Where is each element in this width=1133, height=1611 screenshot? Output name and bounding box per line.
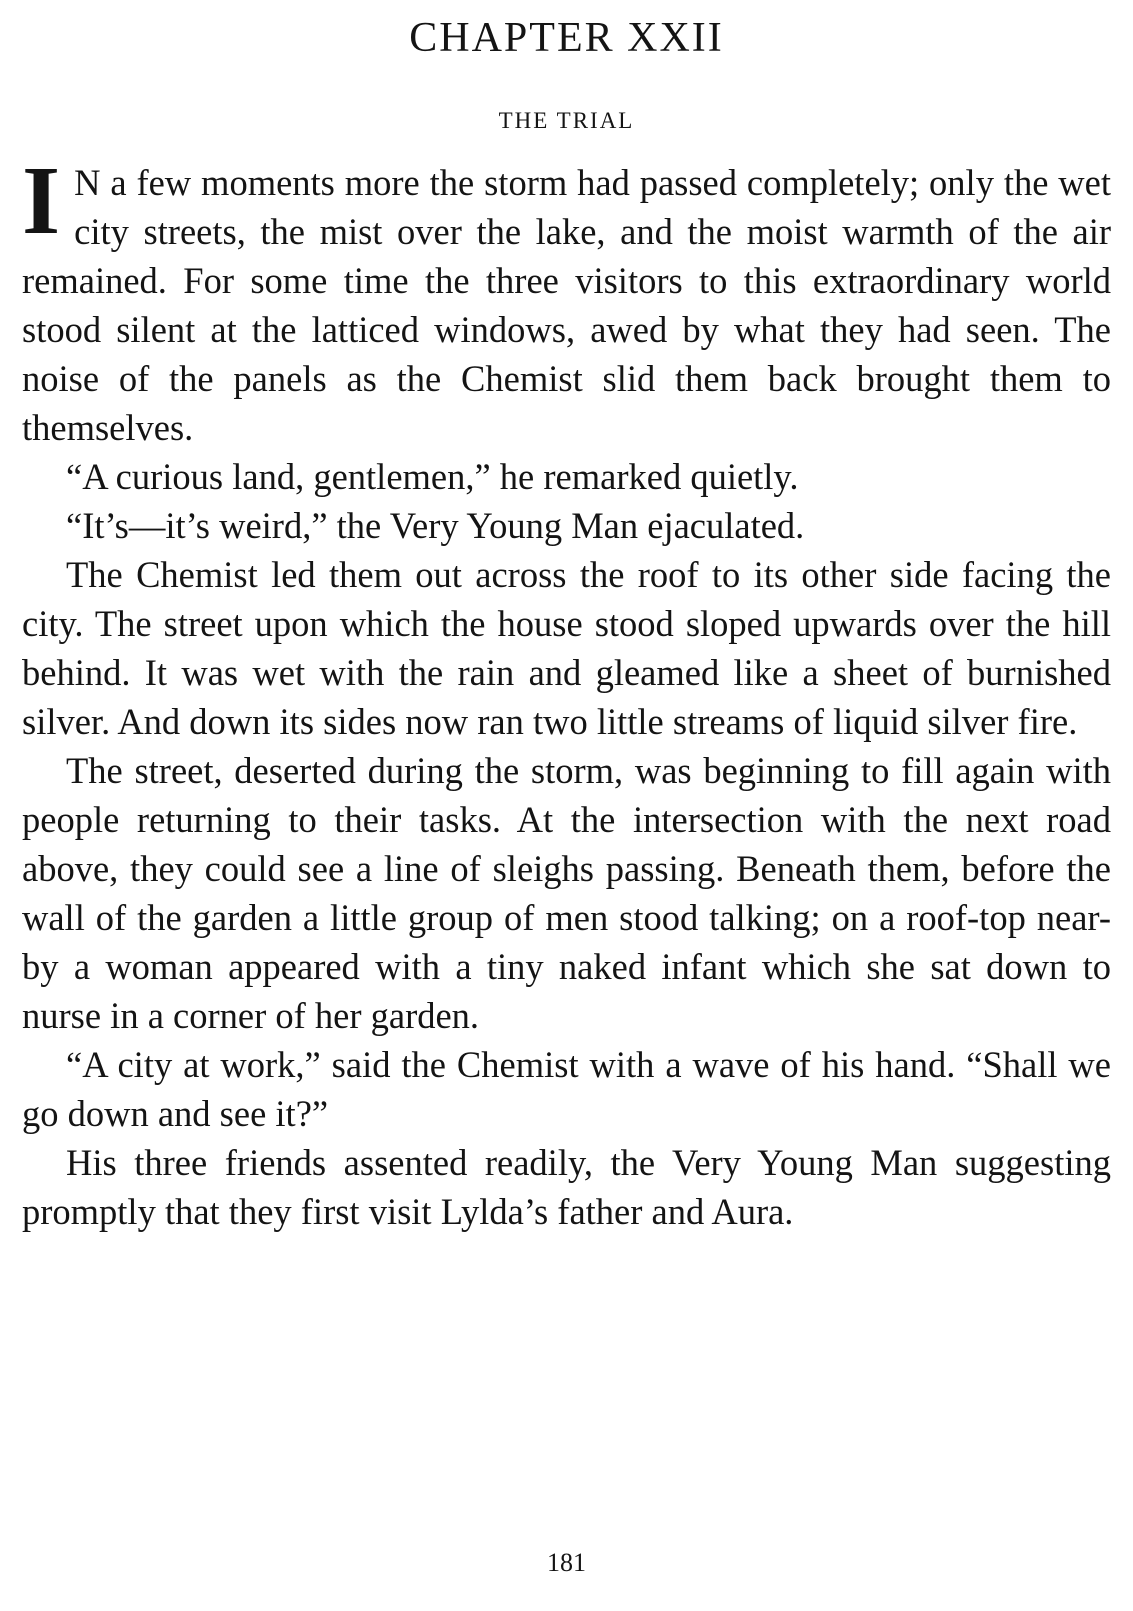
paragraph-4: The Chemist led them out across the roof to its other side facing the city. The street upon which the house stood sloped upwards over the hill behind. It was wet with the rain and gleamed like a sheet of burnished silver. And down its sides now ran two little streams of liquid silver fire. bbox=[22, 554, 1111, 742]
paragraph-1 bbox=[22, 147, 1111, 452]
body-text bbox=[22, 147, 1111, 1236]
paragraph-7: His three friends assented readily, the Very Young Man suggesting promptly that they first visit Lylda’s father and Aura. bbox=[22, 1142, 1111, 1232]
paragraph-6: “A city at work,” said the Chemist with a wave of his hand. “Shall we go down and see it?” bbox=[22, 1044, 1111, 1134]
paragraph-3: “It’s—it’s weird,” the Very Young Man ejaculated. bbox=[66, 505, 805, 546]
drop-cap: I bbox=[22, 147, 61, 255]
paragraph-5: The street, deserted during the storm, was beginning to fill again with people returning to their tasks. At the intersection with the next road above, they could see a line of sleighs passing. Beneath them, before the wall of the garden a little group of men stood talking; on a roof-top near-by a woman appeared with a tiny naked infant which she sat down to nurse in a corner of her garden. bbox=[22, 750, 1111, 1036]
paragraph-1-text: N a few moments more the storm had passed completely; only the wet city streets, the mist over the lake, and the moist warmth of the air remained. For some time the three visitors to this extraordinary world stood silent at the latticed windows, awed by what they had seen. The noise of the panels as the Chemist slid them back brought them to themselves. bbox=[22, 162, 1111, 448]
chapter-subtitle: THE TRIAL bbox=[498, 108, 635, 133]
page-number: 181 bbox=[547, 1548, 586, 1577]
book-page bbox=[22, 10, 1111, 1236]
paragraph-2: “A curious land, gentlemen,” he remarked quietly. bbox=[66, 456, 799, 497]
chapter-title: CHAPTER XXII bbox=[409, 15, 724, 61]
